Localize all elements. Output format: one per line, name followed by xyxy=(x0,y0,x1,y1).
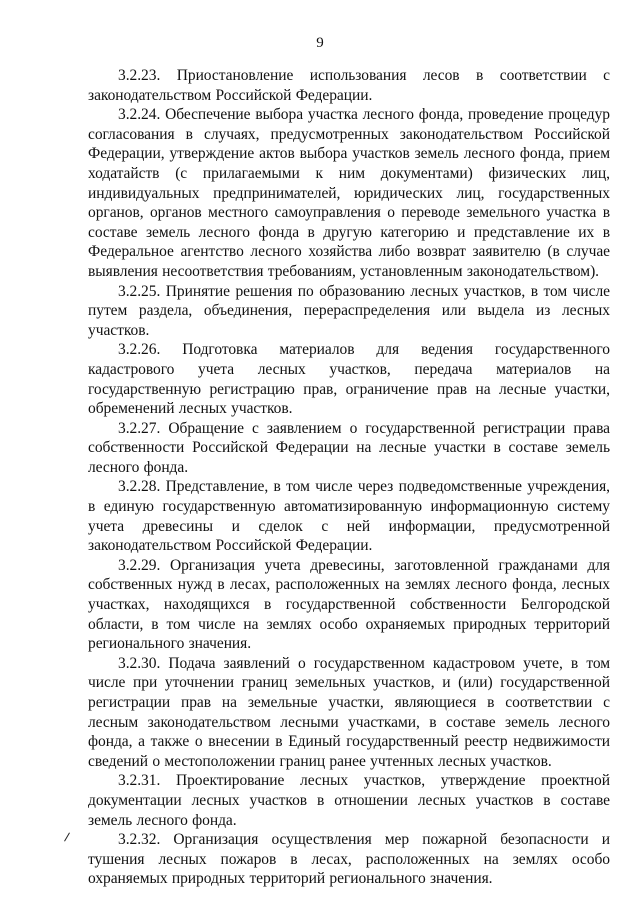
paragraph-3-2-28: 3.2.28. Представление, в том числе через подведомственные учреждения, в единую государственную автоматизированную информационную систему учета древесины и сделок с ней информации, предусмотренной законодательством Российской Федерации. xyxy=(88,478,610,555)
paragraph-3-2-23: 3.2.23. Приостановление использования лесов в соответствии с законодательством Российской Федерации. xyxy=(88,67,610,104)
paragraph-3-2-24: 3.2.24. Обеспечение выбора участка лесного фонда, проведение процедур согласования в случаях, предусмотренных законодательством Российской Федерации, утверждение актов выбора участков земель лесного фонда, прием ходатайств (с прилагаемыми к ним документами) физических лиц, индивидуальных предпринимателей, юридических лиц, государственных органов, органов местного самоуправления о переводе земельного участка в составе земель лесного фонда в другую категорию и представление их в Федеральное агентство лесного хозяйства либо возврат заявителю (в случае выявления несоответствия требованиям, установленным законодательством). xyxy=(88,106,610,280)
paragraph-3-2-31: 3.2.31. Проектирование лесных участков, утверждение проектной документации лесных участков в отношении лесных участков в составе земель лесного фонда. xyxy=(88,772,610,829)
paragraph-3-2-32: 3.2.32. Организация осуществления мер пожарной безопасности и тушения лесных пожаров в лесах, расположенных на землях особо охраняемых природных территорий регионального значения. xyxy=(88,831,610,888)
paragraph-3-2-26: 3.2.26. Подготовка материалов для ведения государственного кадастрового учета лесных участков, передача материалов на государственную регистрацию прав, ограничение прав на лесные участки, обременений лесных участков. xyxy=(88,341,610,418)
paragraph-3-2-30: 3.2.30. Подача заявлений о государственном кадастровом учете, в том числе при уточнении границ земельных участков, и (или) государственной регистрации прав на земельные участки, являющиеся в соответствии с лесным законодательством лесными участками, в составе земель лесного фонда, а также о внесении в Единый государственный реестр недвижимости сведений о местоположении границ ранее учтенных лесных участков. xyxy=(88,654,610,770)
page-number: 9 xyxy=(316,35,324,51)
paragraph-3-2-27: 3.2.27. Обращение с заявлением о государственной регистрации права собственности Российской Федерации на лесные участки в составе земель лесного фонда. xyxy=(88,419,610,476)
paragraph-3-2-29: 3.2.29. Организация учета древесины, заготовленной гражданами для собственных нужд в лесах, расположенных на землях лесного фонда, лесных участках, находящихся в государственной собственности Белгородской области, в том числе на землях особо охраняемых природных территорий регионального значения. xyxy=(88,556,610,653)
margin-pen-mark xyxy=(63,832,71,842)
document-body xyxy=(88,66,610,889)
paragraph-3-2-25: 3.2.25. Принятие решения по образованию лесных участков, в том числе путем раздела, объединения, перераспределения или выдела из лесных участков. xyxy=(88,282,610,339)
